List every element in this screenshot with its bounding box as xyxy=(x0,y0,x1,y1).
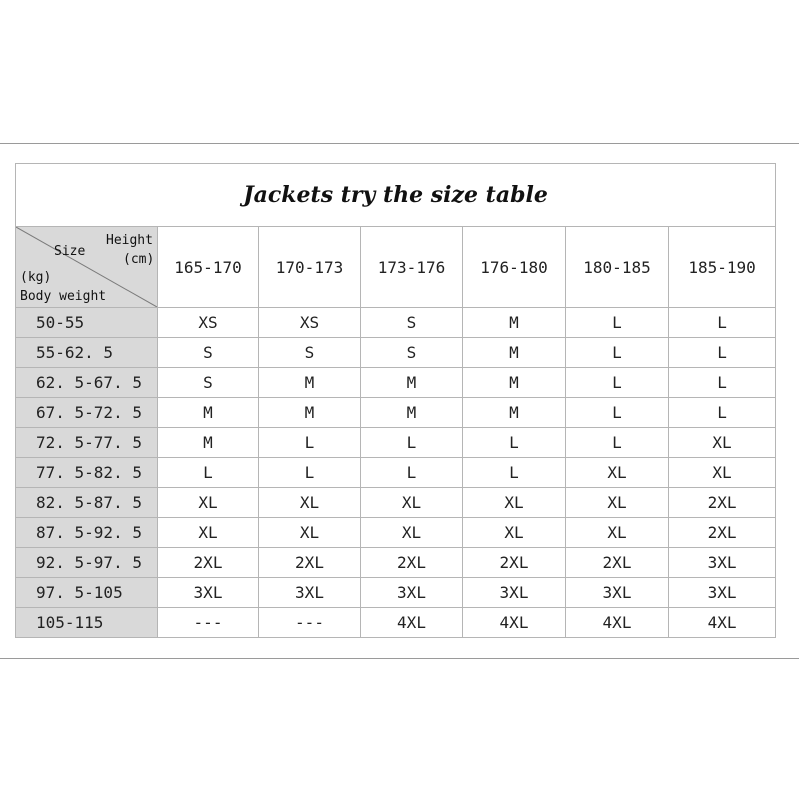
weight-cell: 105-115 xyxy=(16,608,158,638)
size-cell: L xyxy=(566,308,669,338)
corner-size-label: Size xyxy=(54,244,86,259)
table-row xyxy=(16,308,776,338)
size-cell: XL xyxy=(669,458,776,488)
size-cell: 2XL xyxy=(463,548,566,578)
height-header: 170-173 xyxy=(259,227,361,308)
size-cell: 4XL xyxy=(361,608,463,638)
height-header: 176-180 xyxy=(463,227,566,308)
weight-cell: 92. 5-97. 5 xyxy=(16,548,158,578)
size-cell: L xyxy=(566,368,669,398)
size-cell: L xyxy=(669,338,776,368)
height-header: 165-170 xyxy=(158,227,259,308)
size-cell: M xyxy=(361,368,463,398)
table-row xyxy=(16,488,776,518)
corner-cm-label: (cm) xyxy=(123,252,155,267)
size-cell: XL xyxy=(669,428,776,458)
size-cell: 2XL xyxy=(361,548,463,578)
size-cell: 4XL xyxy=(463,608,566,638)
size-cell: 3XL xyxy=(669,578,776,608)
size-cell: 2XL xyxy=(669,518,776,548)
corner-header xyxy=(16,227,158,308)
size-cell: 3XL xyxy=(158,578,259,608)
size-cell: M xyxy=(463,368,566,398)
height-header: 185-190 xyxy=(669,227,776,308)
size-cell: 2XL xyxy=(158,548,259,578)
size-cell: XL xyxy=(566,458,669,488)
size-cell: 3XL xyxy=(669,548,776,578)
size-cell: 2XL xyxy=(566,548,669,578)
size-cell: L xyxy=(669,368,776,398)
size-cell: XL xyxy=(566,488,669,518)
size-cell: XS xyxy=(259,308,361,338)
size-cell: L xyxy=(669,308,776,338)
size-cell: L xyxy=(566,428,669,458)
size-cell: 4XL xyxy=(669,608,776,638)
table-row xyxy=(16,398,776,428)
size-cell: XL xyxy=(259,488,361,518)
table-row xyxy=(16,518,776,548)
size-cell: L xyxy=(669,398,776,428)
size-cell: 3XL xyxy=(566,578,669,608)
weight-cell: 55-62. 5 xyxy=(16,338,158,368)
size-cell: 2XL xyxy=(259,548,361,578)
table-title: Jackets try the size table xyxy=(16,164,776,227)
size-cell: XS xyxy=(158,308,259,338)
size-cell: XL xyxy=(463,518,566,548)
size-cell: L xyxy=(361,458,463,488)
size-cell: S xyxy=(158,338,259,368)
size-cell: M xyxy=(361,398,463,428)
weight-cell: 67. 5-72. 5 xyxy=(16,398,158,428)
size-cell: L xyxy=(259,428,361,458)
size-cell: M xyxy=(463,338,566,368)
size-cell: S xyxy=(361,338,463,368)
table-row xyxy=(16,608,776,638)
size-cell: L xyxy=(158,458,259,488)
size-cell: L xyxy=(259,458,361,488)
size-cell: --- xyxy=(259,608,361,638)
size-cell: 2XL xyxy=(669,488,776,518)
weight-cell: 50-55 xyxy=(16,308,158,338)
size-cell: L xyxy=(566,398,669,428)
size-cell: --- xyxy=(158,608,259,638)
table-row xyxy=(16,548,776,578)
table-row xyxy=(16,458,776,488)
height-header: 180-185 xyxy=(566,227,669,308)
size-cell: XL xyxy=(158,518,259,548)
size-cell: S xyxy=(361,308,463,338)
size-cell: 3XL xyxy=(259,578,361,608)
size-cell: S xyxy=(259,338,361,368)
size-cell: L xyxy=(463,428,566,458)
size-cell: L xyxy=(463,458,566,488)
size-cell: XL xyxy=(158,488,259,518)
weight-cell: 72. 5-77. 5 xyxy=(16,428,158,458)
weight-cell: 62. 5-67. 5 xyxy=(16,368,158,398)
size-cell: L xyxy=(361,428,463,458)
size-cell: M xyxy=(463,308,566,338)
size-cell: XL xyxy=(566,518,669,548)
corner-height-label: Height xyxy=(106,233,153,248)
size-cell: M xyxy=(463,398,566,428)
size-cell: M xyxy=(259,398,361,428)
table-row xyxy=(16,428,776,458)
corner-body-weight-label: Body weight xyxy=(20,289,107,304)
size-cell: 4XL xyxy=(566,608,669,638)
size-cell: M xyxy=(158,398,259,428)
size-cell: M xyxy=(158,428,259,458)
size-cell: L xyxy=(566,338,669,368)
header-row xyxy=(16,227,776,308)
size-cell: XL xyxy=(463,488,566,518)
weight-cell: 97. 5-105 xyxy=(16,578,158,608)
table-row xyxy=(16,338,776,368)
size-cell: S xyxy=(158,368,259,398)
weight-cell: 87. 5-92. 5 xyxy=(16,518,158,548)
size-cell: XL xyxy=(361,518,463,548)
size-cell: 3XL xyxy=(463,578,566,608)
weight-cell: 77. 5-82. 5 xyxy=(16,458,158,488)
weight-cell: 82. 5-87. 5 xyxy=(16,488,158,518)
table-row xyxy=(16,578,776,608)
size-cell: 3XL xyxy=(361,578,463,608)
size-cell: XL xyxy=(259,518,361,548)
table-row xyxy=(16,368,776,398)
size-cell: XL xyxy=(361,488,463,518)
size-cell: M xyxy=(259,368,361,398)
corner-kg-label: (kg) xyxy=(20,270,52,285)
height-header: 173-176 xyxy=(361,227,463,308)
size-table xyxy=(15,163,776,638)
